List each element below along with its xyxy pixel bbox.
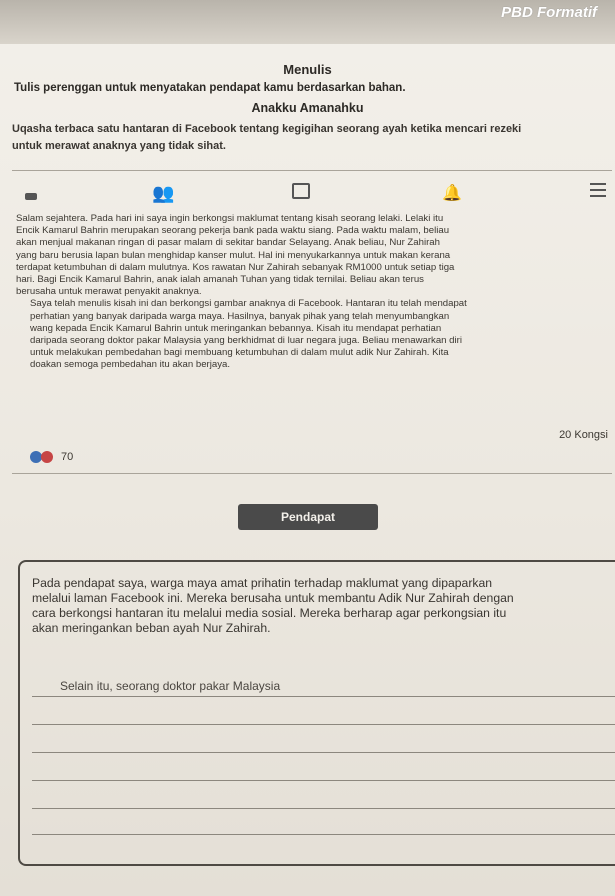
- ruled-line: [32, 834, 615, 835]
- opinion-line: cara berkongsi hantaran itu melalui media sosial. Mereka berharap agar perkongsian itu: [32, 606, 507, 620]
- instruction-text: Tulis perenggan untuk menyatakan pendapat kamu berdasarkan bahan.: [14, 82, 406, 94]
- post-line: akan menjual makanan ringan di pasar malam di sekitar bandar Selayang. Anak beliau, Nur Zahirah: [16, 237, 440, 249]
- intro-line: Uqasha terbaca satu hantaran di Facebook tentang kegigihan seorang ayah ketika mencari rezeki: [12, 123, 522, 135]
- share-count: 20 Kongsi: [559, 429, 608, 441]
- post-paragraph-1: [16, 213, 610, 298]
- intro-text: [12, 121, 612, 155]
- handwritten-answer: Selain itu, seorang doktor pakar Malaysia: [60, 679, 281, 693]
- post-line: untuk melakukan pembedahan bagi membuang ketumbuhan di dalam mulut adik Nur Zahirah. Kita: [30, 347, 449, 359]
- friends-icon: 👥: [152, 183, 175, 203]
- opinion-label: Pendapat: [238, 504, 378, 530]
- material-title: Anakku Amanahku: [251, 101, 364, 115]
- post-body: [16, 213, 610, 372]
- post-line: wang kepada Encik Kamarul Bahrin untuk meringankan bebannya. Kisah itu mendapat perhatian: [30, 322, 442, 334]
- ruled-line: [32, 752, 615, 753]
- post-line: berusaha untuk merawat penyakit anaknya.: [16, 286, 202, 298]
- post-line: hari. Bagi Encik Kamarul Bahrin, anak ialah amanah Tuhan yang tidak ternilai. Beliau akan terus: [16, 274, 424, 286]
- ruled-line: [32, 696, 615, 697]
- home-icon: [25, 193, 37, 200]
- reactions: [30, 451, 73, 463]
- pbd-badge: PBD Formatif: [501, 4, 597, 21]
- post-line: Salam sejahtera. Pada hari ini saya ingin berkongsi maklumat tentang kisah seorang lelaki. Lelaki itu: [16, 213, 444, 224]
- heart-icon: [41, 451, 53, 463]
- opinion-line: akan meringankan beban ayah Nur Zahirah.: [32, 621, 271, 635]
- ruled-line: [32, 780, 615, 781]
- post-line: Encik Kamarul Bahrin merupakan seorang pekerja bank pada waktu siang. Pada waktu malam, beliau: [16, 225, 450, 237]
- opinion-line: melalui laman Facebook ini. Mereka berusaha untuk membantu Adik Nur Zahirah dengan: [32, 591, 514, 605]
- post-line: perhatian yang banyak daripada warga maya. Hasilnya, banyak pihak yang telah menyumbangkan: [30, 310, 450, 322]
- facebook-post: [12, 170, 612, 474]
- post-line: terdapat ketumbuhan di dalam mulutnya. Kos rawatan Nur Zahirah sebanyak RM1000 untuk setiap tiga: [16, 261, 455, 273]
- facebook-nav-bar: [12, 171, 612, 217]
- ruled-line: [32, 724, 615, 725]
- section-heading: Menulis: [283, 62, 332, 77]
- notification-icon: 🔔: [442, 185, 462, 202]
- answer-box[interactable]: [18, 560, 615, 866]
- intro-line: untuk merawat anaknya yang tidak sihat.: [12, 140, 226, 152]
- marketplace-icon: [292, 183, 310, 199]
- post-paragraph-2: [16, 298, 610, 371]
- opinion-text: [32, 576, 615, 636]
- menu-icon: [590, 183, 606, 201]
- reaction-count: 70: [61, 451, 74, 463]
- post-line: doakan semoga pembedahan itu akan berjaya.: [30, 359, 231, 371]
- post-line: yang baru berusia lapan bulan menghidap kanser mulut. Hal ini menyukarkannya untuk makan kerana: [16, 249, 451, 261]
- opinion-line: Pada pendapat saya, warga maya amat prihatin terhadap maklumat yang dipaparkan: [32, 576, 493, 590]
- post-line: daripada seorang doktor pakar Malaysia yang berkhidmat di luar negara juga. Beliau menawarkan diri: [30, 335, 462, 347]
- post-line: Saya telah menulis kisah ini dan berkongsi gambar anaknya di Facebook. Hantaran itu telah mendapat: [30, 298, 467, 310]
- ruled-line: [32, 808, 615, 809]
